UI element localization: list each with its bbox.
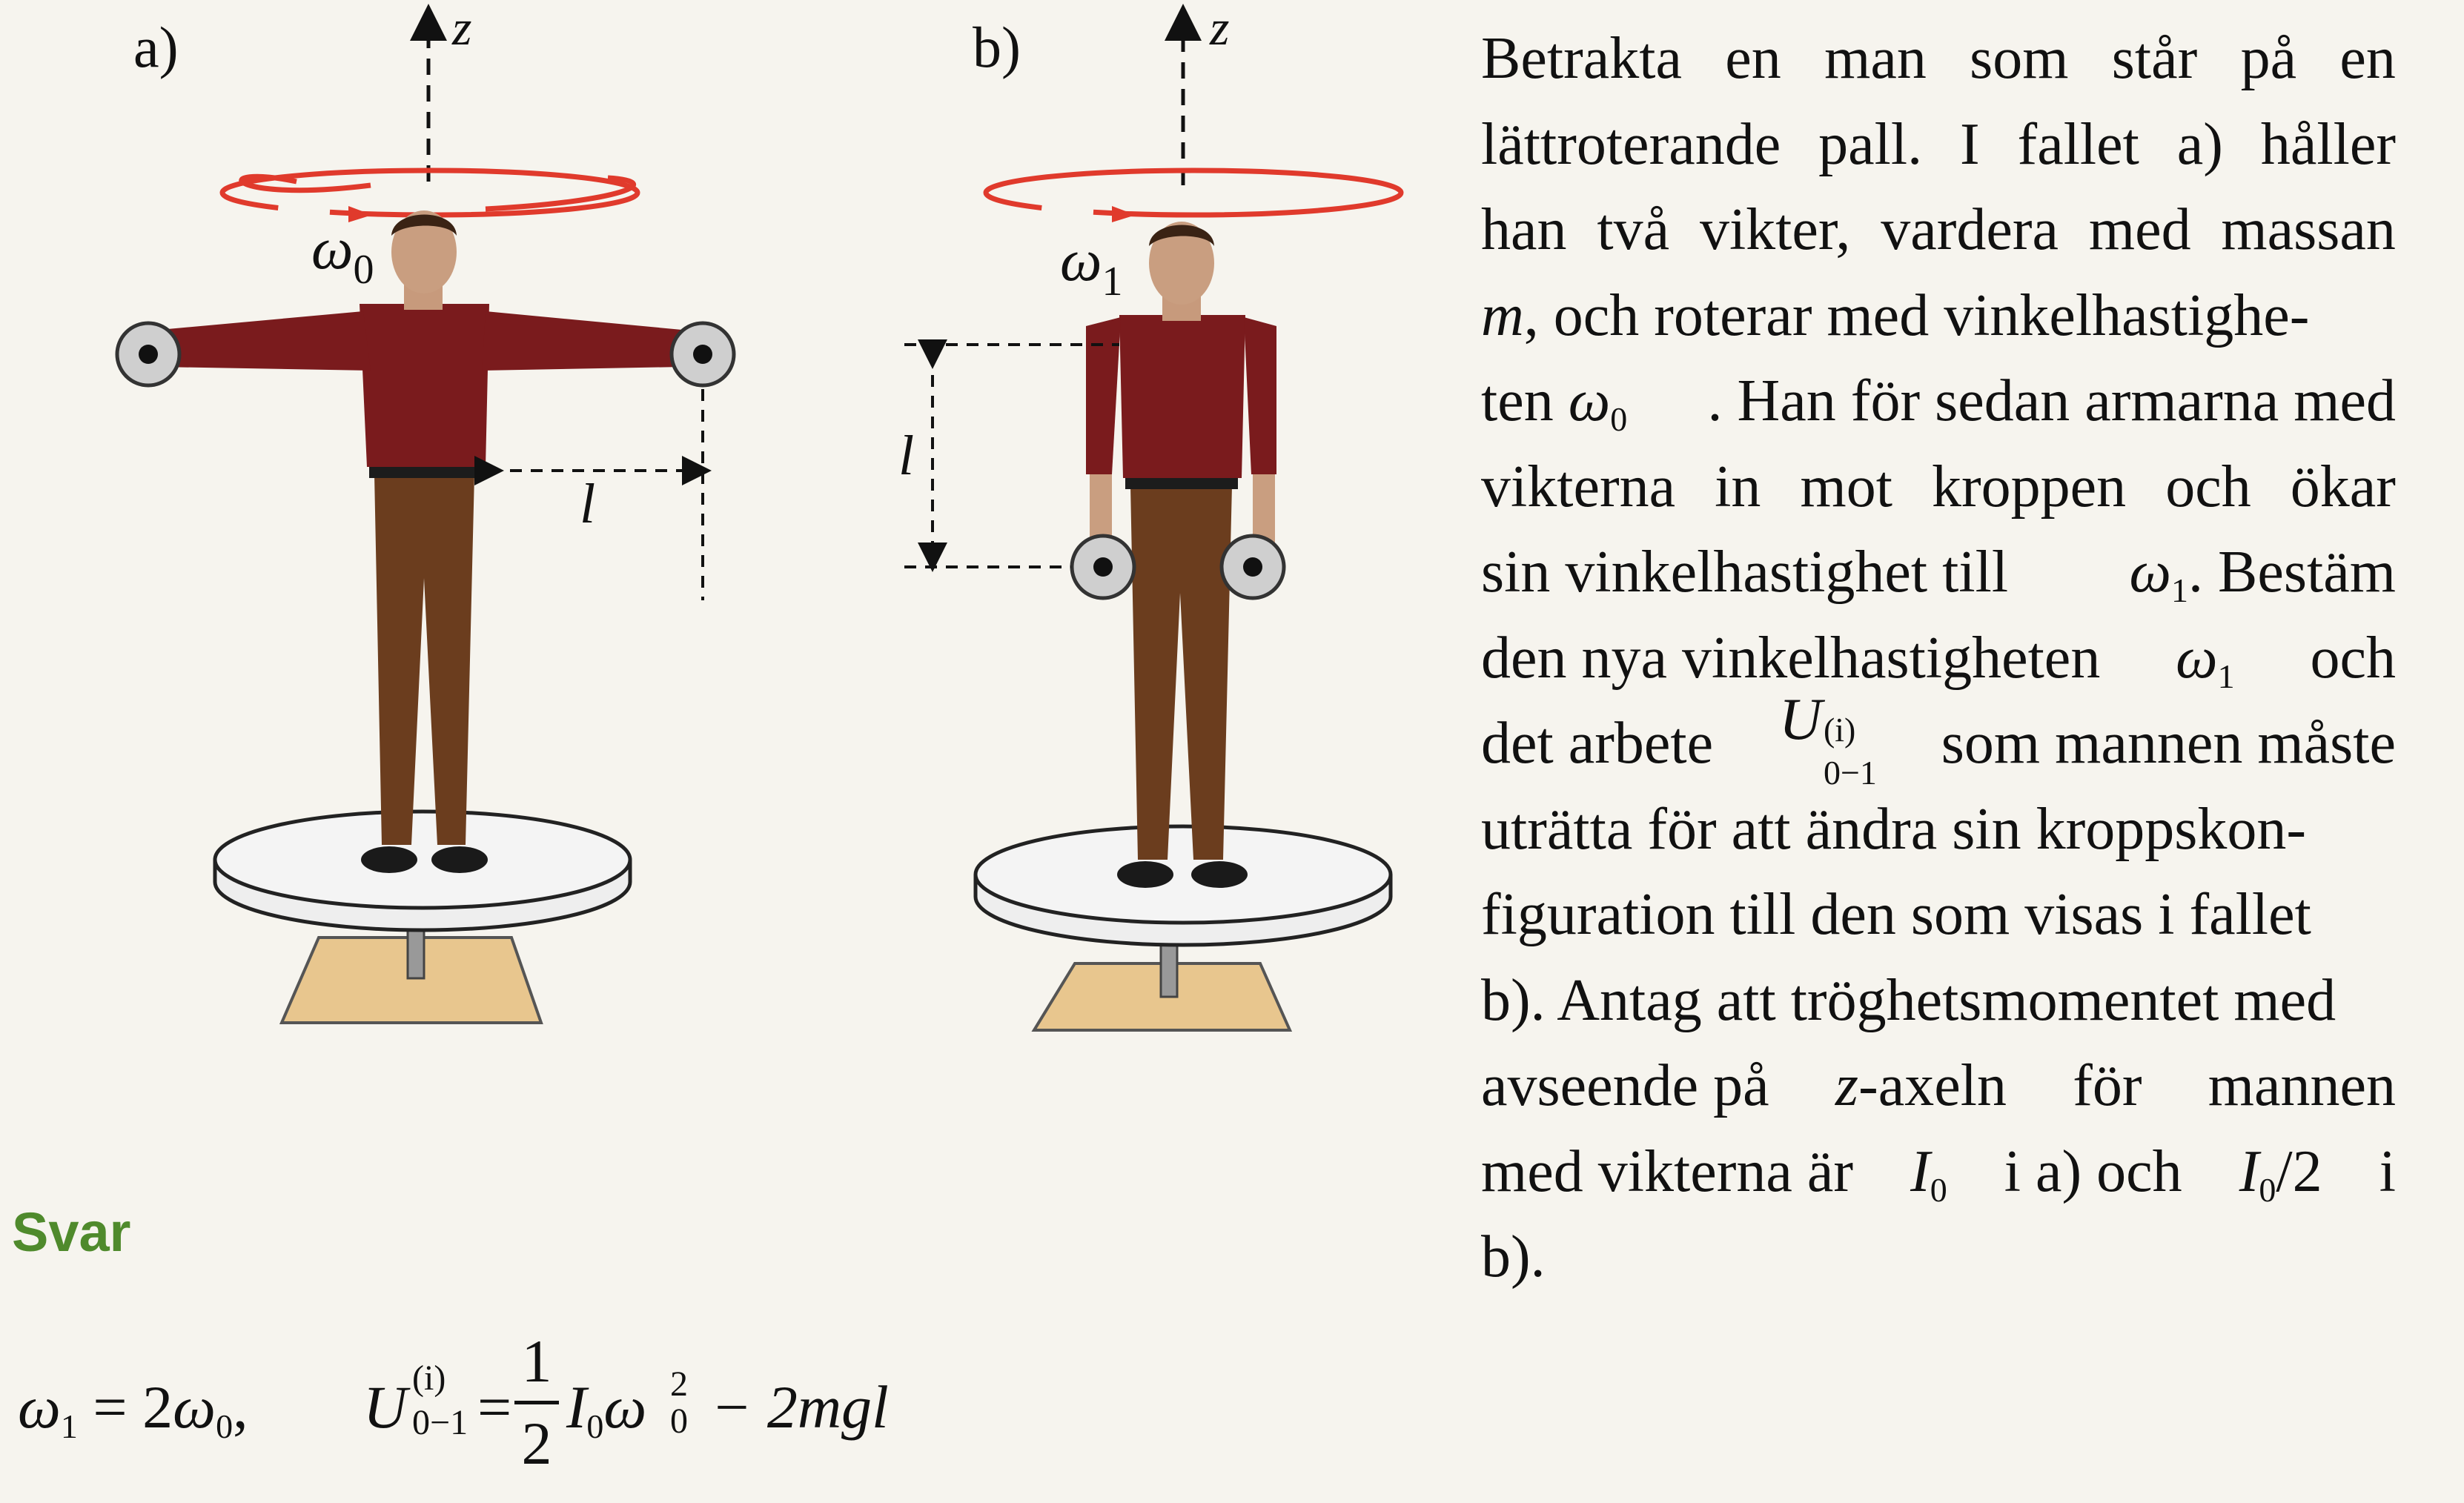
work-U: U (363, 1373, 408, 1441)
text-span: . Bestäm (2188, 540, 2396, 605)
text-line-1 (1481, 16, 2396, 102)
man-figure-a (159, 210, 682, 873)
minus-term: − 2mgl (711, 1373, 889, 1441)
word: en (2339, 26, 2396, 91)
text-line-12 (1481, 958, 2396, 1044)
text-span: i a) och (2004, 1138, 2182, 1204)
panel-b-label: b) (973, 15, 1021, 79)
word: massan (2221, 197, 2396, 262)
word: för (2073, 1053, 2142, 1118)
word: I (1960, 111, 1980, 177)
text-span: med vikterna är (1481, 1138, 1853, 1204)
text-span: . Han för sedan armarna med (1707, 368, 2396, 434)
work-symbol (1778, 686, 1877, 792)
word: han (1481, 197, 1567, 262)
inertia-symbol: I (1910, 1138, 1930, 1204)
text-line-13 (1481, 1044, 2396, 1129)
text-span: ten (1481, 368, 1554, 434)
word: kroppen (1931, 454, 2127, 520)
subscript: 1 (60, 1407, 78, 1445)
text-line-5 (1481, 359, 2396, 445)
word: som (1970, 26, 2069, 91)
text-span: , och roterar med vinkelhastighe- (1523, 282, 2310, 348)
word: och (2165, 454, 2251, 520)
subscript: 0 (1930, 1170, 1947, 1209)
text-line-4 (1481, 273, 2396, 359)
subscript: 0 (216, 1407, 234, 1445)
answer-formula (18, 1327, 907, 1475)
fraction-half (514, 1327, 559, 1479)
rotation-arrowhead-b (1112, 206, 1136, 222)
work-superscript: (i) (412, 1358, 446, 1398)
word: lättroterande (1481, 111, 1781, 177)
text-line-11 (1481, 872, 2396, 958)
text-line-7 (1481, 530, 2396, 616)
word: mot (1800, 454, 1892, 520)
text-span: = 2 (77, 1373, 173, 1441)
text-line-14 (1481, 1129, 2396, 1215)
word: håller (2260, 111, 2396, 177)
omega-symbol: ω (173, 1373, 216, 1441)
word: med (2088, 197, 2191, 262)
rotation-arc-a (242, 176, 634, 209)
word: på (2240, 26, 2297, 91)
word: in (1715, 454, 1761, 520)
weight-right-a (672, 323, 734, 385)
work-superscript: (i) (1823, 711, 1856, 749)
z-axis-label-b: z (1210, 0, 1230, 56)
text-span: och (2310, 625, 2396, 691)
text-span: uträtta för att ändra sin kroppskon- (1481, 796, 2307, 862)
text-line-9 (1481, 686, 2396, 792)
text-span: b). (1481, 1224, 1546, 1290)
work-U: U (1778, 686, 1822, 752)
weight-left-b (1072, 536, 1134, 598)
problem-text (1481, 16, 2396, 1301)
weight-left-a (117, 323, 179, 385)
word: fallet (2017, 111, 2139, 177)
word: står (2111, 26, 2198, 91)
work-subscript: 0−1 (412, 1403, 468, 1442)
word: a) (2176, 111, 2223, 177)
word: pall. (1818, 111, 1923, 177)
panel-a (117, 0, 734, 1023)
z-symbol: z (1835, 1053, 1859, 1118)
omega-0-label: $\omega_0$ (311, 216, 374, 293)
turntable-a (215, 812, 630, 908)
word: Betrakta (1481, 26, 1682, 91)
omega-symbol: ω (2176, 625, 2218, 691)
text-span: avseende på (1481, 1053, 1769, 1118)
work-result-lhs (363, 1373, 407, 1442)
panel-a-label: a) (133, 15, 179, 79)
figure-illustration (0, 0, 1475, 1082)
word: i (2379, 1138, 2396, 1204)
length-label-b: l (898, 425, 915, 487)
work-subscript: 0−1 (1823, 754, 1877, 792)
text-span: figuration till den som visas i fallet (1481, 882, 2311, 947)
fraction-bar (514, 1401, 559, 1404)
panel-b (898, 0, 1401, 1030)
text-span: /2 (2276, 1138, 2322, 1204)
word: vikter, (1699, 197, 1851, 262)
omega-symbol: ω (603, 1373, 647, 1441)
turntable-b (976, 826, 1391, 923)
text-line-10 (1481, 787, 2396, 873)
word: mannen (2208, 1053, 2396, 1118)
subscript: 1 (2171, 571, 2189, 609)
omega-symbol: ω (18, 1373, 61, 1441)
mass-symbol: m (1481, 282, 1524, 348)
work-result-rhs (566, 1373, 646, 1446)
word: man (1824, 26, 1927, 91)
text-span: , (233, 1373, 248, 1441)
text-span: det arbete (1481, 711, 1714, 776)
text-span: -axeln (1858, 1053, 2007, 1118)
omega-1-label: $\omega_1$ (1060, 228, 1123, 305)
text-line-6 (1481, 445, 2396, 531)
answer-heading: Svar (12, 1201, 131, 1263)
omega-symbol: ω (2129, 540, 2172, 605)
word: vardera (1881, 197, 2059, 262)
subscript: 0 (1610, 400, 1628, 438)
fraction-numerator: 1 (521, 1327, 552, 1395)
word: vikterna (1481, 454, 1676, 520)
subscript: 1 (2217, 657, 2235, 695)
inertia-symbol: I (566, 1373, 587, 1441)
z-axis-label-a: z (452, 0, 472, 56)
inertia-symbol: I (2239, 1138, 2259, 1204)
subscript: 0 (670, 1401, 688, 1441)
word: en (1725, 26, 1781, 91)
text-line-2 (1481, 102, 2396, 188)
fraction-denominator: 2 (521, 1410, 552, 1477)
text-span: b). Antag att tröghetsmomentet med (1481, 967, 2337, 1033)
text-line-3 (1481, 188, 2396, 273)
subscript: 0 (586, 1407, 604, 1445)
text-span: sin vinkelhastighet till (1481, 540, 2009, 605)
superscript: 2 (670, 1364, 688, 1404)
subscript: 0 (2259, 1170, 2276, 1209)
omega1-result (18, 1373, 248, 1446)
word: två (1597, 197, 1670, 262)
weight-right-b (1222, 536, 1284, 598)
word: ökar (2290, 454, 2396, 520)
equals-sign: = (477, 1373, 512, 1441)
text-span: den nya vinkelhastigheten (1481, 625, 2101, 691)
text-span: som mannen måste (1941, 711, 2396, 776)
rotation-arrow-b (986, 170, 1401, 215)
omega-symbol: ω (1568, 368, 1611, 434)
length-label-a: l (580, 473, 596, 535)
